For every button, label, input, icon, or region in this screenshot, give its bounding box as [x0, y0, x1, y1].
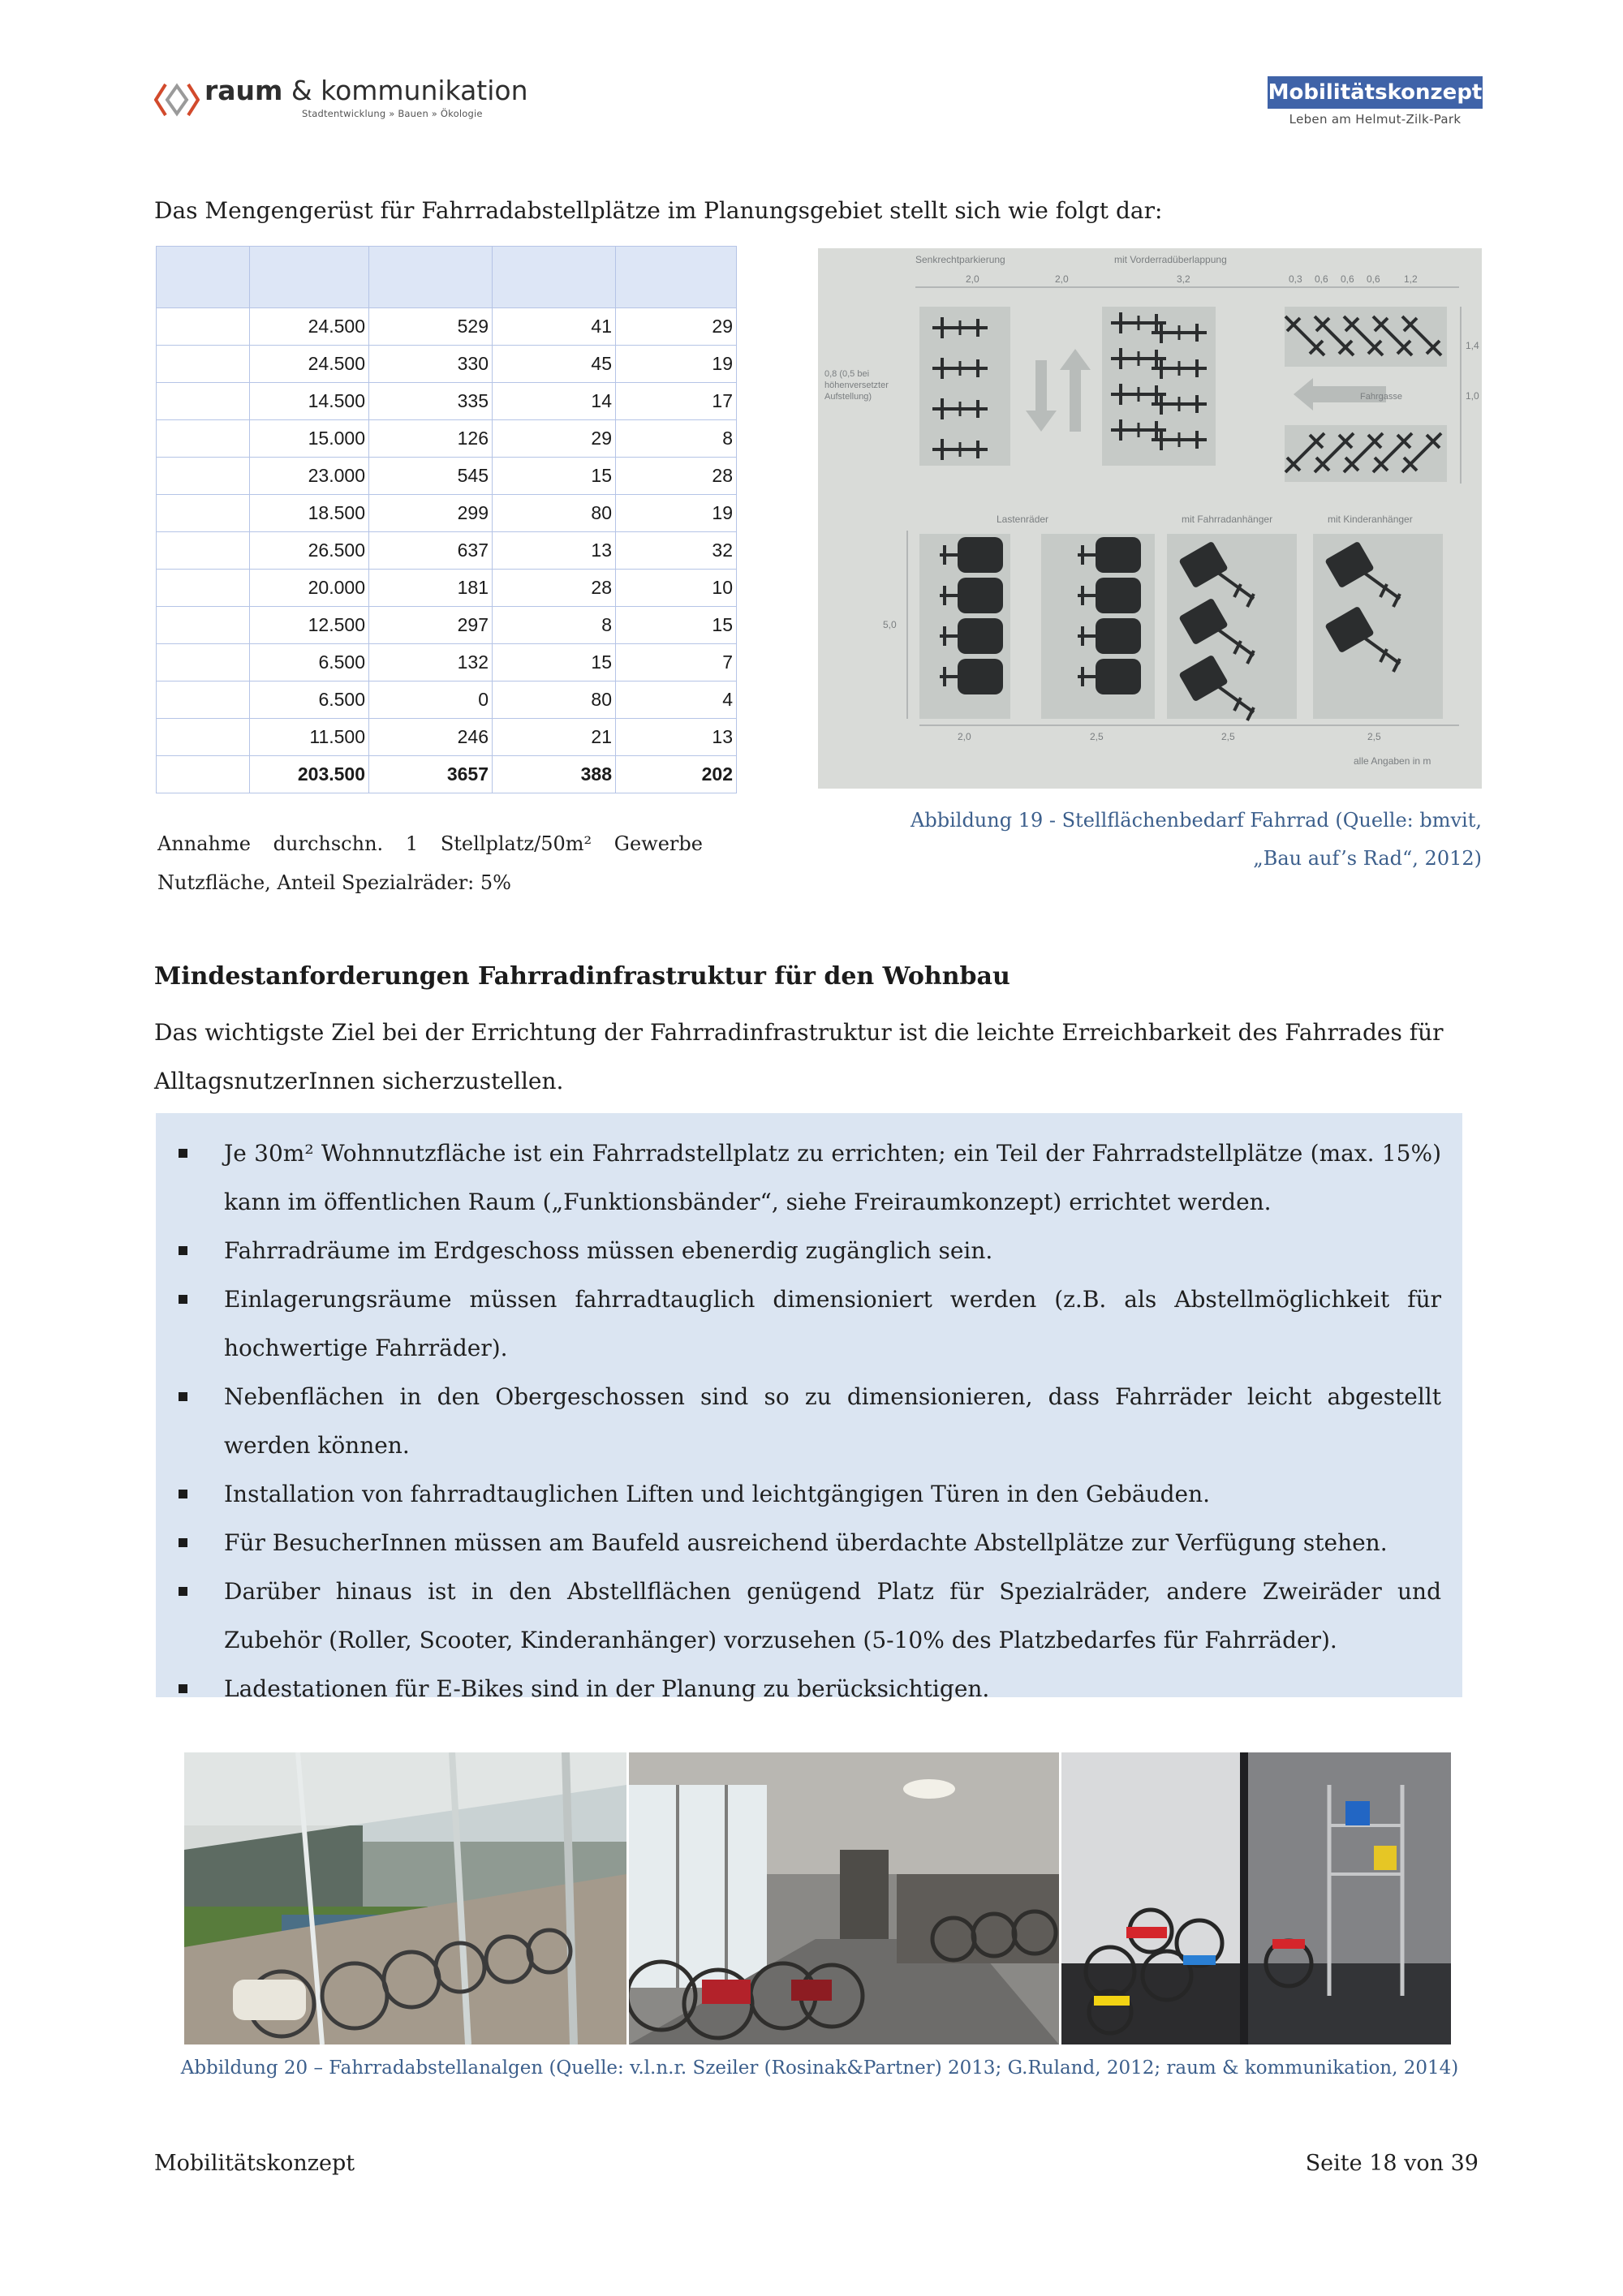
list-item: Installation von fahrradtauglichen Liften und leichtgängigen Türen in den Gebäuden. — [156, 1470, 1462, 1519]
section-text: Das wichtigste Ziel bei der Errichtung der Fahrradinfrastruktur ist die leichte Erreichbarkeit des Fahrrades für AlltagsnutzerInnen sicherzustellen. — [154, 1019, 1444, 1094]
svg-text:höhenversetzter: höhenversetzter — [824, 381, 889, 390]
svg-text:0,8 (0,5 bei: 0,8 (0,5 bei — [824, 369, 870, 379]
table-row: 24.500 529 41 29 — [157, 308, 737, 346]
bullet-icon — [179, 1684, 187, 1693]
table-header-cell — [250, 247, 369, 308]
table-note-line2: Nutzfläche, Anteil Spezialräder: 5% — [157, 871, 511, 894]
table-row: 11.500 246 21 13 — [157, 719, 737, 756]
list-item: Fahrradräume im Erdgeschoss müssen ebenerdig zugänglich sein. — [156, 1227, 1462, 1275]
svg-text:Aufstellung): Aufstellung) — [824, 392, 872, 402]
bullet-icon — [179, 1149, 187, 1158]
table-row: 14.500 335 14 17 — [157, 383, 737, 420]
logo-name: raum & kommunikation — [204, 75, 528, 106]
svg-text:2,0: 2,0 — [966, 273, 979, 285]
table-note-line1: Annahme durchschn. 1 Stellplatz/50m² Gewerbe — [157, 832, 703, 855]
label-kinderanhaenger: mit Kinderanhänger — [1328, 514, 1413, 525]
table-row: 6.500 132 15 7 — [157, 644, 737, 681]
figure-20-caption: Abbildung 20 – Fahrradabstellanalgen (Quelle: v.l.n.r. Szeiler (Rosinak&Partner) 2013; G.Ruland, 2012; raum & kommunikation, 2014) — [180, 2057, 1459, 2079]
table-row: 23.000 545 15 28 — [157, 458, 737, 495]
svg-text:1,0: 1,0 — [1466, 390, 1479, 402]
label-vorderrad: mit Vorderradüberlappung — [1114, 254, 1227, 265]
label-anhaenger: mit Fahrradanhänger — [1182, 514, 1273, 525]
table-row: 15.000 126 29 8 — [157, 420, 737, 458]
bullet-icon — [179, 1246, 187, 1255]
list-item: Ladestationen für E-Bikes sind in der Planung zu berücksichtigen. — [156, 1665, 1462, 1713]
svg-text:5,0: 5,0 — [883, 619, 897, 630]
table-header-cell — [157, 247, 250, 308]
logo-tagline: Stadtentwicklung » Bauen » Ökologie — [302, 108, 483, 119]
table-header-cell — [369, 247, 493, 308]
table-header-cell — [493, 247, 616, 308]
svg-text:2,5: 2,5 — [1367, 731, 1381, 742]
bullet-icon — [179, 1587, 187, 1596]
badge-title: Mobilitätskonzept — [1268, 76, 1483, 109]
svg-text:1,2: 1,2 — [1404, 273, 1418, 285]
logo-raum-kommunikation — [154, 75, 528, 131]
table-header-cell — [616, 247, 737, 308]
footer-title: Mobilitätskonzept — [154, 2151, 355, 2176]
table-row: 6.500 0 80 4 — [157, 681, 737, 719]
table-row: 18.500 299 80 19 — [157, 495, 737, 532]
photo-covered-bike-shelter — [184, 1752, 626, 2044]
label-fahrgasse: Fahrgasse — [1360, 392, 1402, 402]
page-number: Seite 18 von 39 — [1305, 2151, 1479, 2176]
svg-text:2,0: 2,0 — [958, 731, 971, 742]
intro-text: Das Mengengerüst für Fahrradabstellplätze im Planungsgebiet stellt sich wie folgt dar: — [154, 197, 1163, 224]
logo-mark-icon — [154, 80, 200, 120]
section-heading: Mindestanforderungen Fahrradinfrastruktur für den Wohnbau — [154, 962, 1010, 991]
label-alle-angaben: alle Angaben in m — [1354, 755, 1431, 767]
table-note — [157, 824, 703, 902]
table-total-row: 203.500 3657 388 202 — [157, 756, 737, 793]
badge-subtitle: Leben am Helmut-Zilk-Park — [1289, 112, 1462, 127]
bullet-icon — [179, 1295, 187, 1304]
parking-table-wrap — [156, 246, 737, 793]
table-row: 26.500 637 13 32 — [157, 532, 737, 570]
table-row: 20.000 181 28 10 — [157, 570, 737, 607]
bullet-icon — [179, 1538, 187, 1547]
document-badge — [1268, 76, 1483, 127]
svg-text:2,5: 2,5 — [1090, 731, 1104, 742]
bullet-icon — [179, 1490, 187, 1498]
svg-text:1,4: 1,4 — [1466, 340, 1479, 351]
table-body — [157, 308, 737, 793]
photo-kids-bike-storage — [1061, 1752, 1451, 2044]
svg-text:0,6: 0,6 — [1341, 273, 1354, 285]
table-header-row — [157, 247, 737, 308]
bike-parking-table — [156, 246, 737, 793]
table-row: 24.500 330 45 19 — [157, 346, 737, 383]
table-row: 12.500 297 8 15 — [157, 607, 737, 644]
photo-indoor-bike-room — [629, 1752, 1059, 2044]
list-item: Je 30m² Wohnnutzfläche ist ein Fahrradstellplatz zu errichten; ein Teil der Fahrradstellplätze (max. 15%) kann im öffentlichen Raum („Funktionsbänder“, siehe Freiraumkonzept) errichtet werden. — [156, 1129, 1462, 1227]
bullet-icon — [179, 1392, 187, 1401]
requirements-box — [156, 1113, 1462, 1702]
svg-text:2,5: 2,5 — [1221, 731, 1235, 742]
list-item: Darüber hinaus ist in den Abstellflächen genügend Platz für Spezialräder, andere Zweiräder und Zubehör (Roller, Scooter, Kinderanhänger) vorzusehen (5-10% des Platzbedarfes für Fahrräder). — [156, 1567, 1462, 1665]
svg-text:3,2: 3,2 — [1177, 273, 1190, 285]
svg-text:0,3: 0,3 — [1289, 273, 1302, 285]
figure-19-caption: Abbildung 19 - Stellflächenbedarf Fahrrad (Quelle: bmvit, „Bau auf’s Rad“, 2012) — [911, 809, 1482, 870]
requirements-list — [156, 1129, 1462, 1713]
svg-text:2,0: 2,0 — [1055, 273, 1069, 285]
label-senkrecht: Senkrechtparkierung — [915, 254, 1005, 265]
list-item: Einlagerungsräume müssen fahrradtauglich dimensioniert werden (z.B. als Abstellmöglichkeit für hochwertige Fahrräder). — [156, 1275, 1462, 1373]
list-item: Nebenflächen in den Obergeschossen sind so zu dimensionieren, dass Fahrräder leicht abgestellt werden können. — [156, 1373, 1462, 1470]
label-lastenraeder: Lastenräder — [997, 514, 1049, 525]
svg-text:0,6: 0,6 — [1315, 273, 1328, 285]
figure-19-bike-space-diagram — [818, 248, 1482, 789]
list-item: Für BesucherInnen müssen am Baufeld ausreichend überdachte Abstellplätze zur Verfügung stehen. — [156, 1519, 1462, 1567]
svg-text:0,6: 0,6 — [1367, 273, 1380, 285]
